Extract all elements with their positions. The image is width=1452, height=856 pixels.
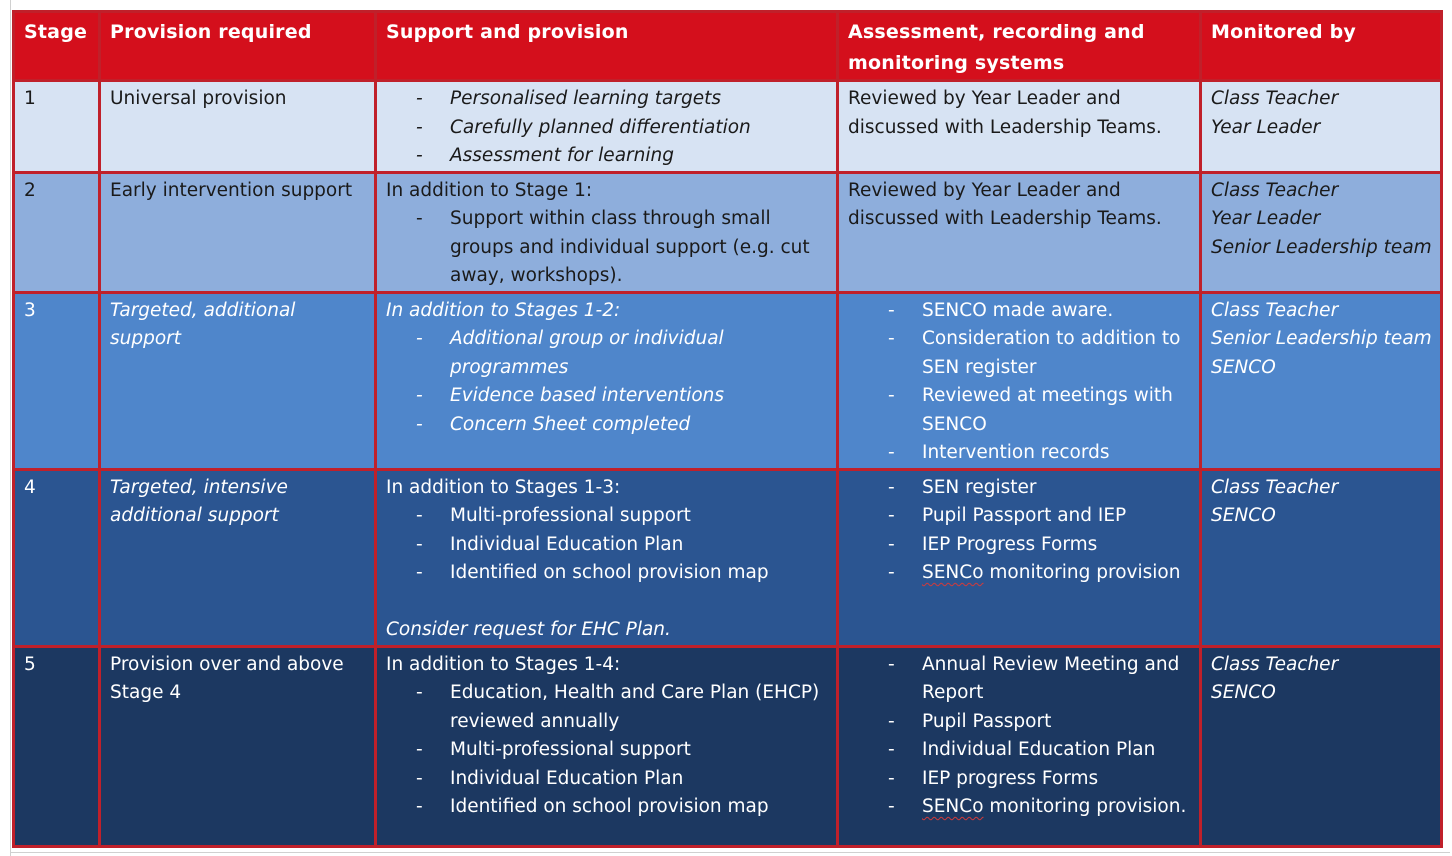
provision-cell: Provision over and above Stage 4 [100, 646, 376, 846]
support-cell [376, 172, 838, 292]
support-cell [376, 469, 838, 646]
assessment-item [848, 559, 1191, 588]
header-row [14, 12, 1442, 81]
support-item: - Support within class through small groups and individual support (e.g. cut away, workshops). [386, 205, 828, 291]
stage-number: 3 [14, 292, 100, 469]
assessment-cell [838, 292, 1201, 469]
support-cell [376, 646, 838, 846]
support-item: - Education, Health and Care Plan (EHCP) reviewed annually [386, 679, 828, 736]
support-item: - Carefully planned differentiation [386, 114, 828, 143]
assessment-item: - Individual Education Plan [848, 736, 1191, 765]
support-item: - Identified on school provision map [386, 559, 828, 588]
header-assessment: Assessment, recording and monitoring systems [838, 12, 1201, 81]
assessment-cell [838, 469, 1201, 646]
table-row-stage-5 [14, 646, 1442, 846]
assessment-item: - Pupil Passport and IEP [848, 502, 1191, 531]
assessment-item: - Annual Review Meeting and Report [848, 651, 1191, 708]
header-monitored-by: Monitored by [1201, 12, 1442, 81]
support-intro: In addition to Stages 1-4: [386, 653, 621, 675]
table-row-stage-3 [14, 292, 1442, 469]
support-item: - Individual Education Plan [386, 765, 828, 794]
table-row-stage-4 [14, 469, 1442, 646]
support-intro: In addition to Stages 1-2: [386, 299, 621, 321]
support-item: - Assessment for learning [386, 142, 828, 171]
header-stage: Stage [14, 12, 100, 81]
assessment-item [848, 793, 1191, 822]
monitored-cell [1201, 292, 1442, 469]
blank-line [386, 588, 828, 617]
support-item: - Identified on school provision map [386, 793, 828, 822]
provision-table [12, 10, 1443, 848]
header-provision-required: Provision required [100, 12, 376, 81]
assessment-item: - Pupil Passport [848, 708, 1191, 737]
monitored-cell [1201, 81, 1442, 173]
monitor-entry: Class Teacher [1211, 88, 1339, 109]
table-row-stage-2 [14, 172, 1442, 292]
table-row-stage-1 [14, 81, 1442, 173]
assessment-item-text: monitoring provision [983, 562, 1181, 583]
spellcheck-word: SENCo [922, 562, 984, 583]
spellcheck-word: SENCo [922, 796, 984, 817]
provision-cell: Targeted, additional support [100, 292, 376, 469]
support-intro: In addition to Stages 1-3: [386, 476, 621, 498]
assessment-item: - Consideration to addition to SEN register [848, 325, 1191, 382]
provision-cell: Universal provision [100, 81, 376, 173]
support-cell [376, 292, 838, 469]
assessment-cell: Reviewed by Year Leader and discussed with Leadership Teams. [838, 172, 1201, 292]
monitored-cell [1201, 469, 1442, 646]
monitor-entry: SENCO [1211, 682, 1276, 703]
support-item: - Multi-professional support [386, 502, 828, 531]
monitor-entry: SENCO [1211, 356, 1276, 378]
page-left-rule [10, 0, 11, 856]
monitored-cell [1201, 646, 1442, 846]
stage-number: 5 [14, 646, 100, 846]
monitor-entry: Class Teacher [1211, 653, 1339, 675]
monitor-entry: Class Teacher [1211, 299, 1339, 321]
monitor-entry: Year Leader [1211, 116, 1321, 138]
assessment-item: - Intervention records [848, 439, 1191, 468]
monitor-entry: Year Leader [1211, 208, 1321, 229]
support-item: - Individual Education Plan [386, 531, 828, 560]
monitor-entry: SENCO [1211, 505, 1276, 526]
support-intro: In addition to Stage 1: [386, 179, 593, 201]
monitored-cell [1201, 172, 1442, 292]
provision-cell: Early intervention support [100, 172, 376, 292]
support-item: - Concern Sheet completed [386, 411, 828, 440]
assessment-item: - IEP Progress Forms [848, 531, 1191, 560]
monitor-entry: Class Teacher [1211, 476, 1339, 498]
assessment-item-text: monitoring provision. [983, 796, 1187, 817]
monitor-entry: Senior Leadership team [1211, 236, 1432, 258]
assessment-item: - SENCO made aware. [848, 297, 1191, 326]
assessment-cell: Reviewed by Year Leader and discussed with Leadership Teams. [838, 81, 1201, 173]
support-item: - Personalised learning targets [386, 85, 828, 114]
support-outro: Consider request for EHC Plan. [386, 619, 671, 640]
stage-number: 1 [14, 81, 100, 173]
support-item: - Evidence based interventions [386, 382, 828, 411]
stage-number: 2 [14, 172, 100, 292]
assessment-item: - Reviewed at meetings with SENCO [848, 382, 1191, 439]
assessment-item: - IEP progress Forms [848, 765, 1191, 794]
header-support-and-provision: Support and provision [376, 12, 838, 81]
provision-cell: Targeted, intensive additional support [100, 469, 376, 646]
stage-number: 4 [14, 469, 100, 646]
support-cell [376, 81, 838, 173]
support-item: - Multi-professional support [386, 736, 828, 765]
assessment-item: - SEN register [848, 474, 1191, 503]
support-item: - Additional group or individual programmes [386, 325, 828, 382]
page-bottom-rule [10, 852, 1450, 853]
monitor-entry: Senior Leadership team [1211, 328, 1432, 349]
monitor-entry: Class Teacher [1211, 179, 1339, 201]
assessment-cell [838, 646, 1201, 846]
